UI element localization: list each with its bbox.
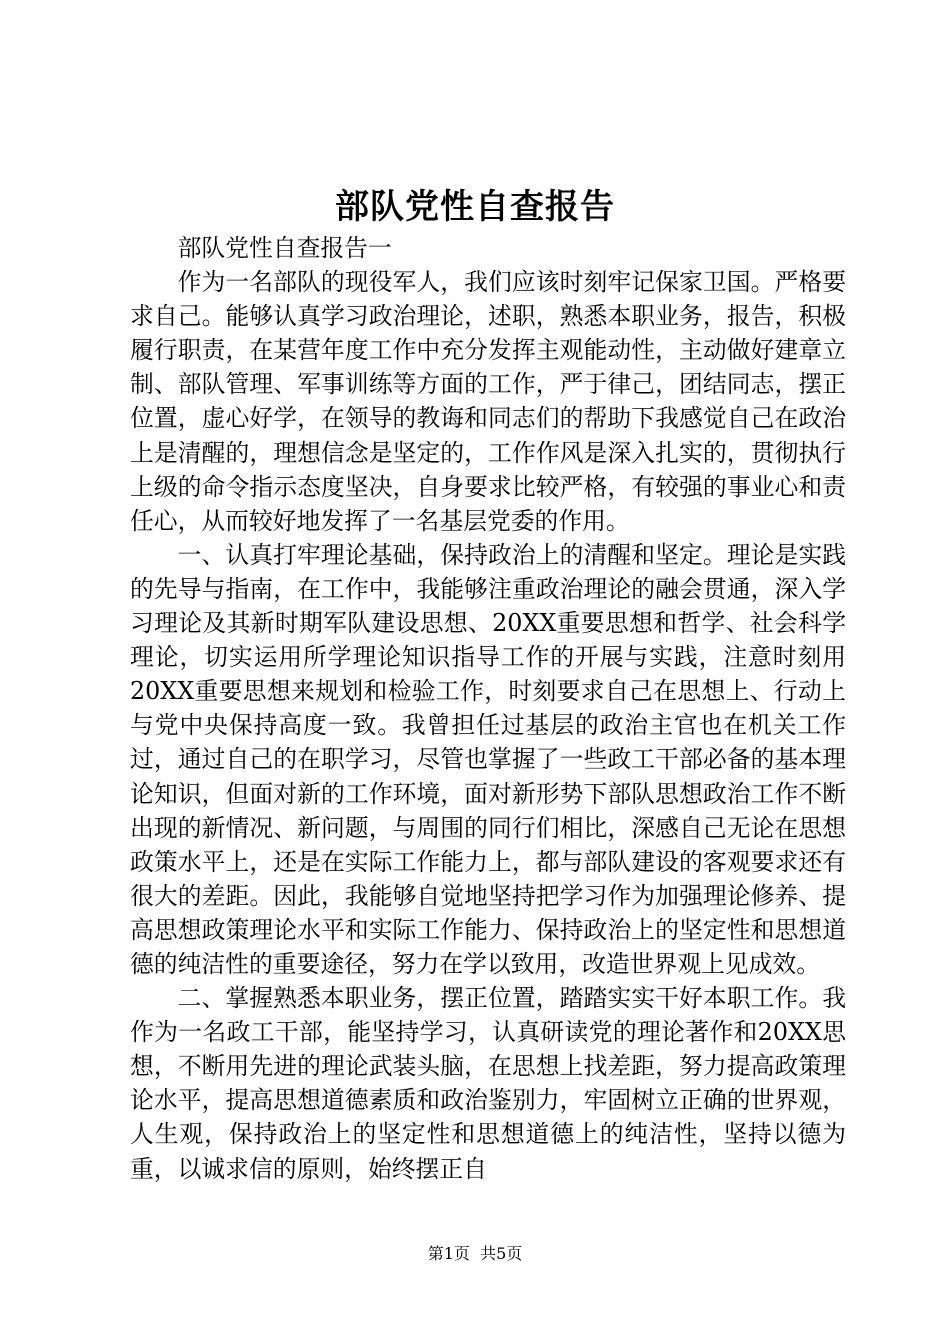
document-title: 部队党性自查报告: [335, 187, 615, 227]
page-number: 第1页 共5页: [427, 1244, 523, 1263]
paragraph-section-one: 一、认真打牢理论基础，保持政治上的清醒和坚定。理论是实践的先导与指南，在工作中，我能够注重政治理论的融会贯通，深入学习理论及其新时期军队建设思想、20XX重要思想和哲学、社会科学理论，切实运用所学理论知识指导工作的开展与实践，注意时刻用20XX重要思想来规划和检验工作，时刻要求自己在思想上、行动上与党中央保持高度一致。我曾担任过基层的政治主官也在机关工作过，通过自己的在职学习，尽管也掌握了一些政工干部必备的基本理论知识，但面对新的工作环境，面对新形势下部队思想政治工作不断出现的新情况、新问题，与周围的同行们相比，深感自己无论在思想政策水平上，还是在实际工作能力上，都与部队建设的客观要求还有很大的差距。因此，我能够自觉地坚持把学习作为加强理论修养、提高思想政策理论水平和实际工作能力、保持政治上的坚定性和思想道德的纯洁性的重要途径，努力在学以致用，改造世界观上见成效。: [130, 540, 846, 978]
document-body: [130, 231, 846, 1186]
paragraph-intro: 作为一名部队的现役军人，我们应该时刻牢记保家卫国。严格要求自己。能够认真学习政治理论，述职，熟悉本职业务，报告，积极履行职责，在某营年度工作中充分发挥主观能动性，主动做好建章立制、部队管理、军事训练等方面的工作，严于律己，团结同志，摆正位置，虚心好学，在领导的教诲和同志们的帮助下我感觉自己在政治上是清醒的，理想信念是坚定的，工作作风是深入扎实的，贯彻执行上级的命令指示态度坚决，自身要求比较严格，有较强的事业心和责任心，从而较好地发挥了一名基层党委的作用。: [130, 268, 846, 535]
paragraph-subtitle: 部队党性自查报告一: [177, 234, 392, 262]
page-footer: [0, 1243, 950, 1265]
paragraph-section-two: 二、掌握熟悉本职业务，摆正位置，踏踏实实干好本职工作。我作为一名政工干部，能坚持学习，认真研读党的理论著作和20XX思想，不断用先进的理论武装头脑，在思想上找差距，努力提高政策理论水平，提高思想道德素质和政治鉴别力，牢固树立正确的世界观，人生观，保持政治上的坚定性和思想道德上的纯洁性，坚持以德为重，以诚求信的原则，始终摆正自: [130, 984, 846, 1183]
